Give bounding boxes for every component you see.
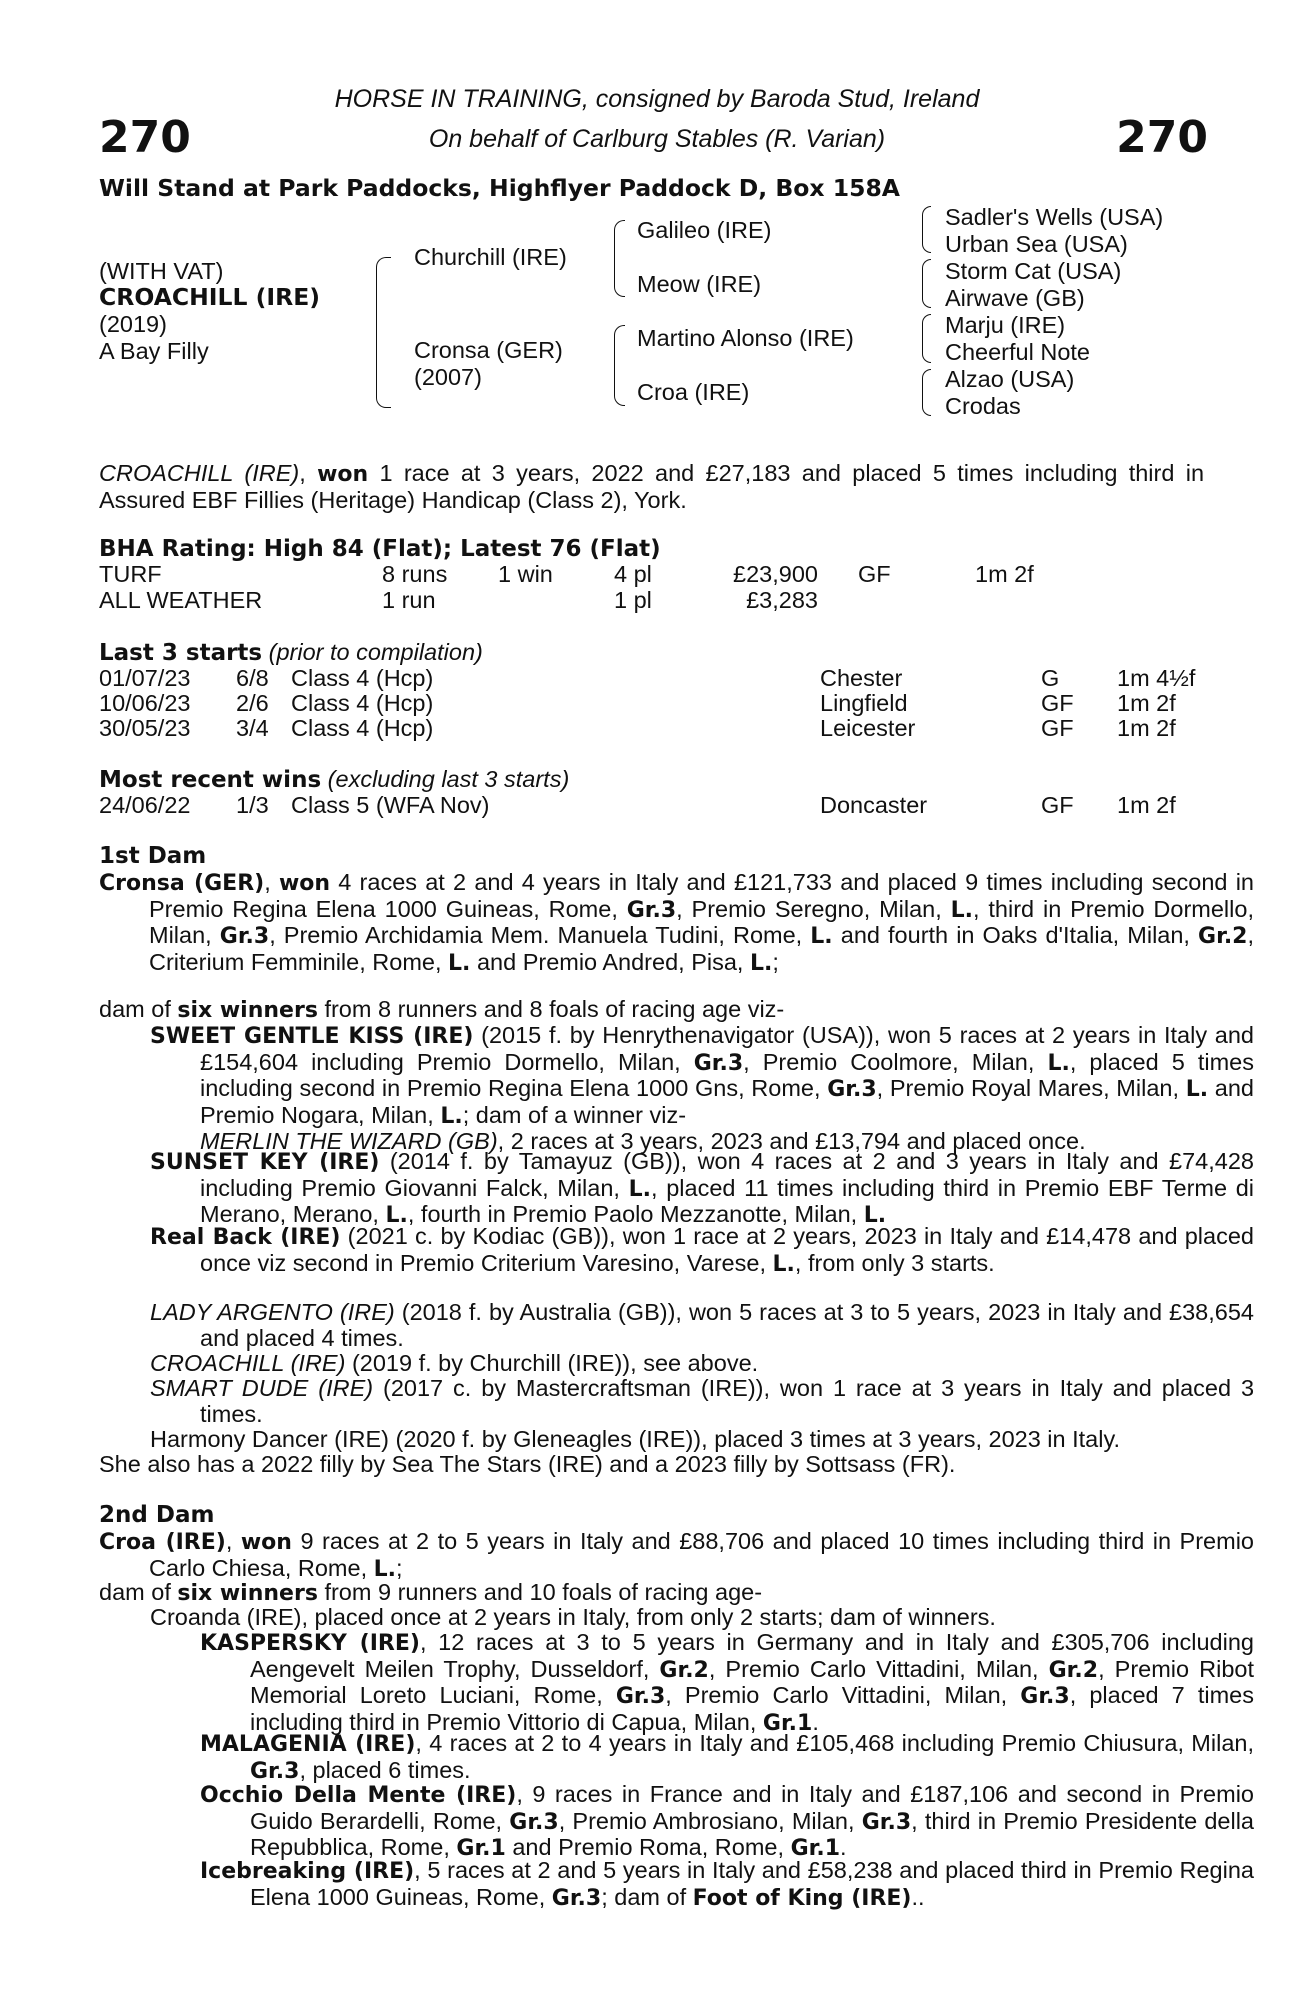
pedigree-sire-sire: Galileo (IRE) — [637, 217, 772, 243]
pedigree-bracket-g3-4 — [922, 369, 931, 416]
vat-note: (WITH VAT) — [99, 258, 224, 284]
pedigree-bracket-g3-3 — [922, 314, 931, 363]
produce-real-back: Real Back (IRE) (2021 c. by Kodiac (GB)), won 1 race at 2 years, 2023 in Italy and £14,478 and placed once viz second in Premio Criterium Varesino, Varese, L., from only 3 starts. — [150, 1223, 1254, 1277]
produce-also: She also has a 2022 filly by Sea The Stars (IRE) and a 2023 filly by Sottsass (FR). — [99, 1451, 956, 1477]
pedigree-dam-dam: Croa (IRE) — [637, 379, 750, 405]
lot-number-right: 270 — [1116, 112, 1208, 163]
pedigree-sire-dam: Meow (IRE) — [637, 271, 762, 297]
stable-location: Will Stand at Park Paddocks, Highflyer Paddock D, Box 158A — [99, 174, 900, 202]
first-dam-heading: 1st Dam — [99, 843, 207, 869]
pedigree-g3-2: Urban Sea (USA) — [945, 231, 1128, 257]
pedigree-sire: Churchill (IRE) — [414, 244, 567, 270]
pedigree-dam-sire: Martino Alonso (IRE) — [637, 325, 854, 351]
first-dam-record: Cronsa (GER), won 4 races at 2 and 4 years in Italy and £121,733 and placed 9 times including second in Premio Regina Elena 1000 Guineas, Rome, Gr.3, Premio Seregno, Milan, L., third in Premio Dormello, Milan, Gr.3, Premio Archidamia Mem. Manuela Tudini, Rome, L. and fourth in Oaks d'Italia, Milan, Gr.2, Criterium Femminile, Rome, L. and Premio Andred, Pisa, L.; — [99, 869, 1255, 976]
bha-rating: BHA Rating: High 84 (Flat); Latest 76 (Flat) — [99, 536, 661, 562]
produce-kaspersky: KASPERSKY (IRE), 12 races at 3 to 5 years in Germany and in Italy and £305,706 including Aengevelt Meilen Trophy, Dusseldorf, Gr.2, Premio Carlo Vittadini, Milan, Gr.2, Premio Ribot Memorial Loreto Luciani, Rome, Gr.3, Premio Carlo Vittadini, Milan, Gr.3, placed 7 times including third in Premio Vittorio di Capua, Milan, Gr.1. — [200, 1629, 1254, 1736]
on-behalf-line: On behalf of Carlburg Stables (R. Varian) — [428, 125, 886, 153]
horse-name: CROACHILL (IRE) — [99, 283, 321, 311]
pedigree-dam: Cronsa (GER) — [414, 337, 563, 363]
first-dam-produce-summary: dam of six winners from 8 runners and 8 foals of racing age viz- — [99, 996, 785, 1023]
produce-smart-dude: SMART DUDE (IRE) (2017 c. by Mastercraftsman (IRE)), won 1 race at 3 years in Italy and placed 3 times. — [150, 1375, 1255, 1427]
pedigree-dam-year: (2007) — [414, 364, 482, 390]
pedigree-bracket-main — [376, 257, 391, 408]
produce-malagenia: MALAGENIA (IRE), 4 races at 2 to 4 years in Italy and £105,468 including Premio Chiusura, Milan, Gr.3, placed 6 times. — [200, 1730, 1254, 1784]
produce-croanda: Croanda (IRE), placed once at 2 years in Italy, from only 2 starts; dam of winners. — [150, 1604, 996, 1630]
recent-wins-heading: Most recent wins (excluding last 3 starts) — [99, 766, 570, 793]
pedigree-bracket-dam — [614, 325, 625, 406]
consignor-line: HORSE IN TRAINING, consigned by Baroda Stud, Ireland — [334, 85, 980, 113]
lot-number-left: 270 — [99, 112, 191, 163]
produce-croachill: CROACHILL (IRE) (2019 f. by Churchill (IRE)), see above. — [150, 1350, 759, 1376]
second-dam-heading: 2nd Dam — [99, 1502, 215, 1528]
pedigree-bracket-g3-1 — [922, 206, 931, 253]
last-starts-heading: Last 3 starts (prior to compilation) — [99, 639, 483, 666]
pedigree-bracket-g3-2 — [922, 259, 931, 308]
pedigree-g3-7: Alzao (USA) — [945, 366, 1075, 392]
second-dam-record: Croa (IRE), won 9 races at 2 to 5 years in Italy and £88,706 and placed 10 times including third in Premio Carlo Chiesa, Rome, L.; — [99, 1528, 1254, 1582]
pedigree-g3-4: Airwave (GB) — [945, 285, 1085, 311]
pedigree-g3-6: Cheerful Note — [945, 339, 1090, 365]
pedigree-g3-3: Storm Cat (USA) — [945, 258, 1122, 284]
produce-icebreaking: Icebreaking (IRE), 5 races at 2 and 5 years in Italy and £58,238 and placed third in Premio Regina Elena 1000 Guineas, Rome, Gr.3; dam of Foot of King (IRE).. — [200, 1857, 1254, 1911]
horse-year: (2019) — [99, 311, 167, 337]
race-summary: CROACHILL (IRE), won 1 race at 3 years, 2022 and £27,183 and placed 5 times including third in Assured EBF Fillies (Heritage) Handicap (Class 2), York. — [99, 460, 1205, 513]
pedigree-g3-8: Crodas — [945, 393, 1021, 419]
pedigree-g3-1: Sadler's Wells (USA) — [945, 204, 1164, 230]
produce-sunset-key: SUNSET KEY (IRE) (2014 f. by Tamayuz (GB)), won 4 races at 2 and 3 years in Italy and £74,428 including Premio Giovanni Falck, Milan, L., placed 11 times including third in Premio EBF Terme di Merano, Merano, L., fourth in Premio Paolo Mezzanotte, Milan, L. — [150, 1148, 1255, 1228]
produce-harmony-dancer: Harmony Dancer (IRE) (2020 f. by Gleneagles (IRE)), placed 3 times at 3 years, 2023 in Italy. — [150, 1426, 1121, 1452]
pedigree-bracket-sire — [614, 220, 625, 297]
produce-occhio-della-mente: Occhio Della Mente (IRE), 9 races in France and in Italy and £187,106 and second in Premio Guido Berardelli, Rome, Gr.3, Premio Ambrosiano, Milan, Gr.3, third in Premio Presidente della Repubblica, Rome, Gr.1 and Premio Roma, Rome, Gr.1. — [200, 1781, 1254, 1861]
second-dam-produce-summary: dam of six winners from 9 runners and 10 foals of racing age- — [99, 1579, 763, 1606]
produce-sweet-gentle-kiss: SWEET GENTLE KISS (IRE) (2015 f. by Henrythenavigator (USA)), won 5 races at 2 years in Italy and £154,604 including Premio Dormello, Milan, Gr.3, Premio Coolmore, Milan, L., placed 5 times including second in Premio Regina Elena 1000 Gns, Rome, Gr.3, Premio Royal Mares, Milan, L. and Premio Nogara, Milan, L.; dam of a winner viz- MERLIN THE WIZARD (GB), 2 races at 3 years, 2023 and £13,794 and placed once. — [150, 1022, 1254, 1154]
pedigree-g3-5: Marju (IRE) — [945, 312, 1066, 338]
horse-description: A Bay Filly — [99, 338, 209, 364]
produce-lady-argento: LADY ARGENTO (IRE) (2018 f. by Australia (GB)), won 5 races at 3 to 5 years, 2023 in Italy and £38,654 and placed 4 times. — [150, 1299, 1254, 1351]
